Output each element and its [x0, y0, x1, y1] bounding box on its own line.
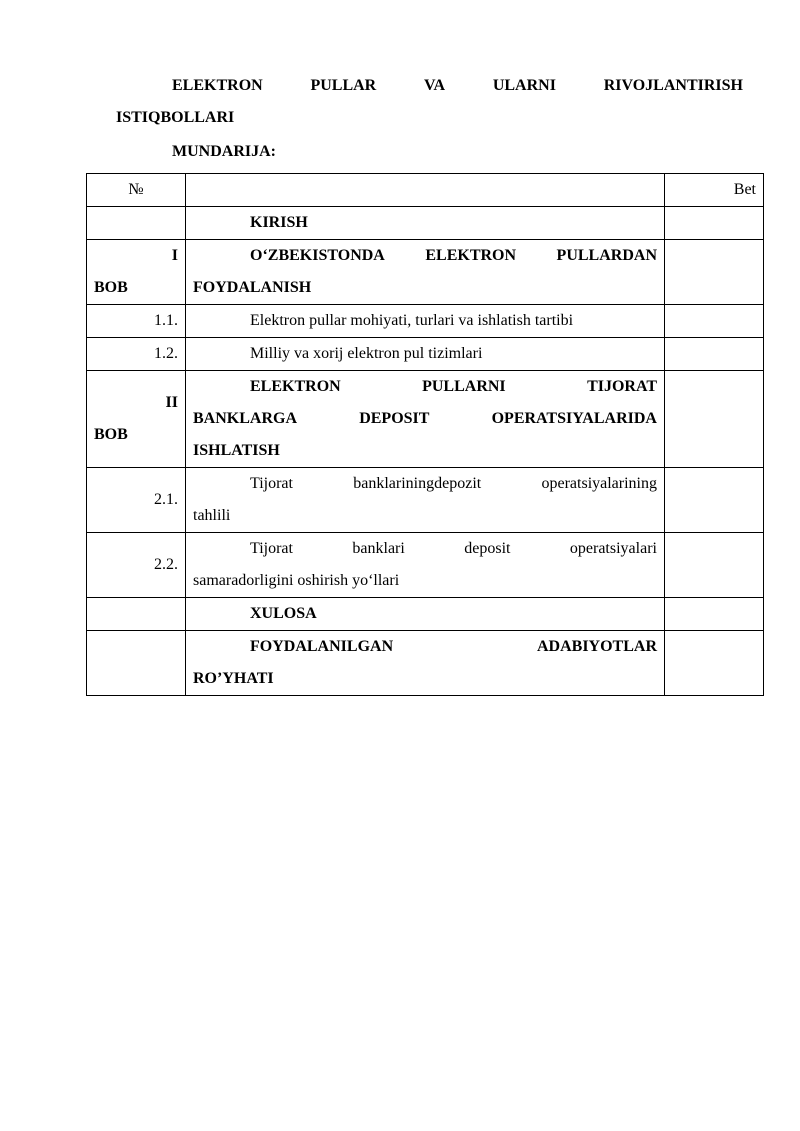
toc-title [186, 240, 665, 305]
title-line: samaradorligini oshirish yo‘llari [193, 572, 400, 589]
toc-row-2-1 [87, 468, 764, 533]
document-title-line1 [172, 77, 743, 95]
title-line: ISHLATISH [193, 442, 280, 459]
title-line: ELEKTRON PULLARNI TIJORAT [250, 378, 657, 395]
title-word: RIVOJLANTIRISH [603, 77, 743, 94]
toc-header-num: № [87, 174, 186, 207]
toc-row-xulosa [87, 598, 764, 631]
toc-heading: MUNDARIJA: [172, 143, 276, 160]
toc-page [665, 305, 764, 338]
chapter-number: II [165, 394, 178, 411]
toc-num [87, 598, 186, 631]
toc-page [665, 240, 764, 305]
toc-title: KIRISH [186, 207, 665, 240]
title-word: PULLAR [310, 77, 377, 94]
title-word: ELEKTRON [172, 77, 263, 94]
toc-title [186, 631, 665, 696]
toc-row-chapter-2 [87, 371, 764, 468]
title-line: BANKLARGA DEPOSIT OPERATSIYALARIDA [193, 410, 657, 427]
toc-table [86, 173, 764, 696]
toc-page [665, 631, 764, 696]
toc-title [186, 468, 665, 533]
toc-page [665, 338, 764, 371]
toc-num [87, 240, 186, 305]
chapter-number: I [171, 247, 178, 264]
title-line: FOYDALANILGAN ADABIYOTLAR [250, 638, 657, 655]
toc-num: 1.2. [87, 338, 186, 371]
toc-header-page: Bet [665, 174, 764, 207]
chapter-label: BOB [94, 279, 128, 296]
toc-header-title [186, 174, 665, 207]
title-line: O‘ZBEKISTONDA ELEKTRON PULLARDAN [250, 247, 657, 264]
toc-page [665, 533, 764, 598]
chapter-label: BOB [94, 426, 128, 443]
toc-title: Elektron pullar mohiyati, turlari va ishlatish tartibi [186, 305, 665, 338]
toc-num [87, 371, 186, 468]
toc-title [186, 533, 665, 598]
title-line: tahlili [193, 507, 231, 524]
toc-row-kirish [87, 207, 764, 240]
toc-page [665, 371, 764, 468]
toc-num: 1.1. [87, 305, 186, 338]
toc-num: 2.2. [87, 533, 186, 598]
toc-row-1-1 [87, 305, 764, 338]
title-line: Tijorat banklariningdepozit operatsiyalarining [250, 475, 657, 492]
title-word: ULARNI [492, 77, 556, 94]
title-word: VA [424, 77, 446, 94]
toc-page [665, 468, 764, 533]
toc-header-row [87, 174, 764, 207]
toc-page [665, 598, 764, 631]
title-line: FOYDALANISH [193, 279, 312, 296]
title-line: RO’YHATI [193, 670, 274, 687]
document-title-line2: ISTIQBOLLARI [116, 109, 235, 126]
toc-num [87, 207, 186, 240]
toc-row-1-2 [87, 338, 764, 371]
toc-title: Milliy va xorij elektron pul tizimlari [186, 338, 665, 371]
title-line: Tijorat banklari deposit operatsiyalari [250, 540, 657, 557]
toc-row-2-2 [87, 533, 764, 598]
toc-row-chapter-1 [87, 240, 764, 305]
toc-num [87, 631, 186, 696]
toc-title: XULOSA [186, 598, 665, 631]
toc-page [665, 207, 764, 240]
toc-title [186, 371, 665, 468]
toc-num: 2.1. [87, 468, 186, 533]
toc-row-bibliography [87, 631, 764, 696]
